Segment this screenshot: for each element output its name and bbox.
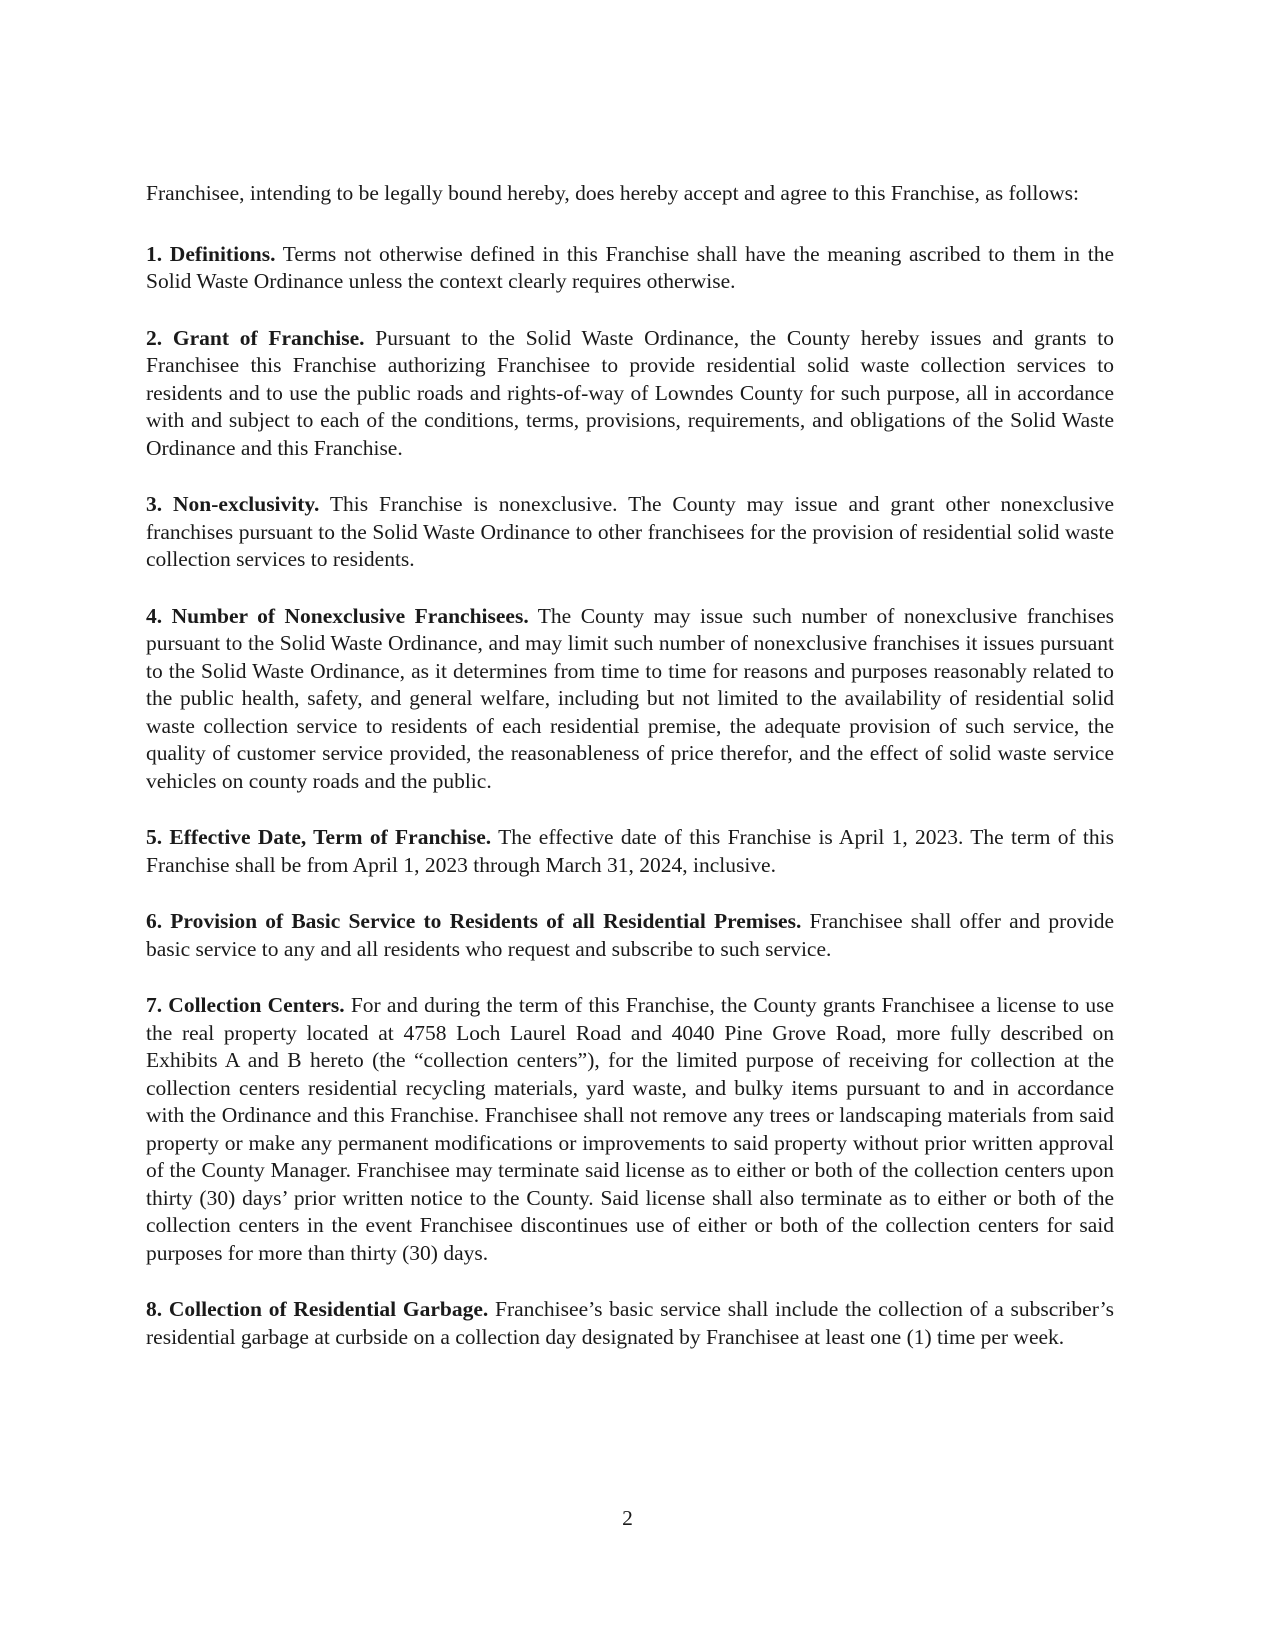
section-residential-garbage xyxy=(146,1296,1114,1351)
intro-paragraph: Franchisee, intending to be legally bound hereby, does hereby accept and agree to this Franchise, as follows: xyxy=(146,181,1079,205)
section-heading: 2. Grant of Franchise. xyxy=(146,325,365,350)
section-definitions xyxy=(146,241,1114,296)
section-text: For and during the term of this Franchise, the County grants Franchisee a license to use the real property located at 4758 Loch Laurel Road and 4040 Pine Grove Road, more fully described on Exhibits A and B hereto (the “collection centers”), for the limited purpose of receiving for collection at the collection centers residential recycling materials, yard waste, and bulky items pursuant to and in accordance with the Ordinance and this Franchise. Franchisee shall not remove any trees or landscaping materials from said property or make any permanent modifications or improvements to said property without prior written approval of the County Manager. Franchisee may terminate said license as to either or both of the collection centers upon thirty (30) days’ prior written notice to the County. Said license shall also terminate as to either or both of the collection centers in the event Franchisee discontinues use of either or both of the collection centers for said purposes for more than thirty (30) days. xyxy=(146,993,1114,1265)
section-collection-centers xyxy=(146,992,1114,1267)
section-text: The County may issue such number of nonexclusive franchises pursuant to the Solid Waste Ordinance, and may limit such number of nonexclusive franchises it issues pursuant to the Solid Waste Ordinance, as it determines from time to time for reasons and purposes reasonably related to the public health, safety, and general welfare, including but not limited to the availability of residential solid waste collection service to residents of each residential premise, the adequate provision of such service, the quality of customer service provided, the reasonableness of price therefor, and the effect of solid waste service vehicles on county roads and the public. xyxy=(146,603,1114,793)
section-heading: 1. Definitions. xyxy=(146,241,276,266)
section-heading: 4. Number of Nonexclusive Franchisees. xyxy=(146,603,529,628)
section-heading: 8. Collection of Residential Garbage. xyxy=(146,1297,489,1321)
section-number-of-franchisees xyxy=(146,603,1114,796)
section-text: This Franchise is nonexclusive. The County may issue and grant other nonexclusive franchises pursuant to the Solid Waste Ordinance to other franchisees for the provision of residential solid waste collection services to residents. xyxy=(146,492,1115,571)
section-grant-of-franchise xyxy=(146,325,1114,463)
section-non-exclusivity xyxy=(146,491,1114,574)
section-heading: 5. Effective Date, Term of Franchise. xyxy=(146,825,492,849)
section-heading: 3. Non-exclusivity. xyxy=(146,492,320,516)
page-number: 2 xyxy=(622,1506,633,1530)
section-text: Pursuant to the Solid Waste Ordinance, the County hereby issues and grants to Franchisee this Franchise authorizing Franchisee to provide residential solid waste collection services to residents and to use the public roads and rights-of-way of Lowndes County for such purpose, all in accordance with and subject to each of the conditions, terms, provisions, requirements, and obligations of the Solid Waste Ordinance and this Franchise. xyxy=(146,325,1114,460)
section-heading: 7. Collection Centers. xyxy=(146,993,345,1017)
section-text: Franchisee’s basic service shall include the collection of a subscriber’s residential garbage at curbside on a collection day designated by Franchisee at least one (1) time per week. xyxy=(146,1297,1114,1349)
document-page xyxy=(146,180,1114,1380)
section-text: Franchisee shall offer and provide basic service to any and all residents who request and subscribe to such service. xyxy=(146,909,1114,961)
section-heading: 6. Provision of Basic Service to Residents of all Residential Premises. xyxy=(146,909,802,933)
section-text: Terms not otherwise defined in this Franchise shall have the meaning ascribed to them in the Solid Waste Ordinance unless the context clearly requires otherwise. xyxy=(146,241,1114,293)
section-effective-date xyxy=(146,824,1114,879)
section-basic-service xyxy=(146,908,1114,963)
section-text: The effective date of this Franchise is April 1, 2023. The term of this Franchise shall be from April 1, 2023 through March 31, 2024, inclusive. xyxy=(146,825,1114,877)
